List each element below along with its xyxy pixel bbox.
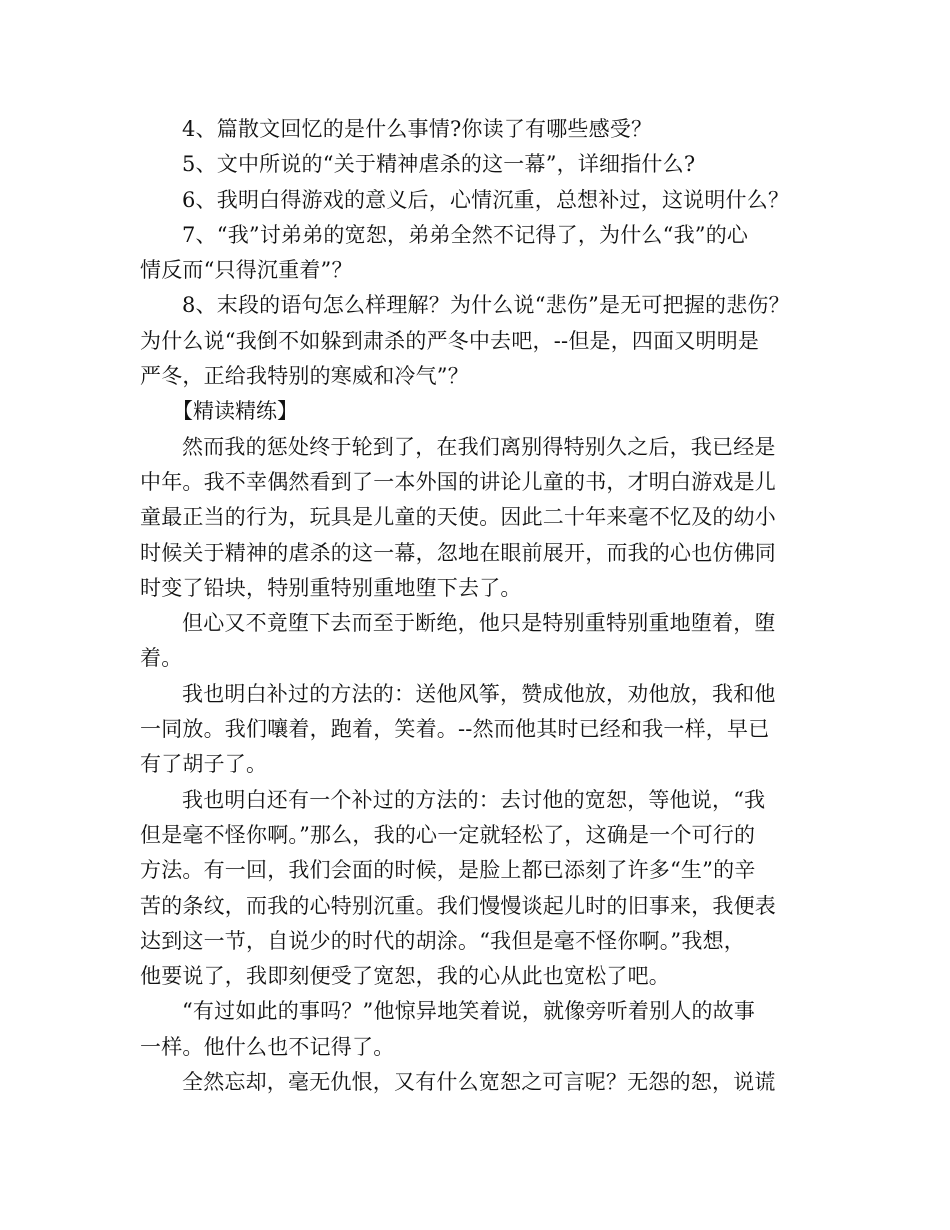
text-line: 6、我明白得游戏的意义后，心情沉重，总想补过，这说明什么？ (182, 187, 790, 212)
section-heading: 【精读精练】 (172, 399, 298, 424)
text-line: 4、篇散文回忆的是什么事情?你读了有哪些感受？ (182, 117, 653, 141)
text-line: 但是毫不怪你啊。”那么，我的心一定就轻松了，这确是一个可行的 (140, 822, 756, 847)
text-line: 中年。我不幸偶然看到了一本外国的讲论儿童的书，才明白游戏是儿 (140, 469, 776, 494)
paragraph-2 (140, 606, 812, 677)
text-line: 时变了铅块，特别重特别重地堕下去了。 (140, 575, 522, 600)
text-line: 7、“我”讨弟弟的宽恕，弟弟全然不记得了，为什么“我”的心 (182, 222, 749, 247)
question-6 (140, 183, 812, 218)
text-line: 一样。他什么也不记得了。 (140, 1034, 395, 1059)
text-line: 情反而“只得沉重着”？ (140, 258, 353, 283)
text-line: 我也明白补过的方法的：送他风筝，赞成他放，劝他放，我和他 (182, 681, 776, 706)
text-line: 达到这一节，自说少的时代的胡涂。“我但是毫不怪你啊。”我想， (140, 928, 745, 953)
text-line: 全然忘却，毫无仇恨，又有什么宽恕之可言呢？无怨的恕，说谎 (182, 1070, 776, 1095)
paragraph-5 (140, 994, 812, 1065)
text-line: 苦的条纹，而我的心特别沉重。我们慢慢谈起儿时的旧事来，我便表 (140, 893, 776, 918)
question-4 (140, 112, 812, 147)
text-line: “有过如此的事吗？”他惊异地笑着说，就像旁听着别人的故事 (182, 999, 756, 1024)
text-line: 我也明白还有一个补过的方法的：去讨他的宽恕，等他说，“我 (182, 787, 766, 812)
text-line: 时候关于精神的虐杀的这一幕，忽地在眼前展开，而我的心也仿佛同 (140, 540, 776, 565)
text-line: 然而我的惩处终于轮到了，在我们离别得特别久之后，我已经是 (182, 434, 776, 459)
text-line: 严冬，正给我特别的寒威和冷气”？ (140, 364, 469, 389)
text-line: 方法。有一回，我们会面的时候，是脸上都已添刻了许多“生”的辛 (140, 858, 756, 883)
text-line: 他要说了，我即刻便受了宽恕，我的心从此也宽松了吧。 (140, 964, 670, 989)
question-5 (140, 147, 812, 182)
text-line: 5、文中所说的“关于精神虐杀的这一幕”，详细指什么? (182, 152, 696, 177)
paragraph-6 (140, 1065, 812, 1100)
paragraph-4 (140, 783, 812, 995)
paragraph-3 (140, 677, 812, 783)
document-page (140, 112, 812, 1100)
text-line: 童最正当的行为，玩具是儿童的天使。因此二十年来毫不忆及的幼小 (140, 505, 776, 530)
text-line: 但心又不竟堕下去而至于断绝，他只是特别重特别重地堕着，堕 (182, 611, 776, 636)
text-line: 为什么说“我倒不如躲到肃杀的严冬中去吧，--但是，四面又明明是 (140, 328, 760, 353)
paragraph-1 (140, 430, 812, 606)
text-line: 8、末段的语句怎么样理解？为什么说“悲伤”是无可把握的悲伤？ (182, 293, 790, 318)
question-7 (140, 218, 812, 289)
text-line: 有了胡子了。 (140, 752, 268, 777)
question-8 (140, 288, 812, 394)
text-line: 着。 (140, 646, 183, 671)
text-line: 一同放。我们嚷着，跑着，笑着。--然而他其时已经和我一样，早已 (140, 717, 770, 742)
